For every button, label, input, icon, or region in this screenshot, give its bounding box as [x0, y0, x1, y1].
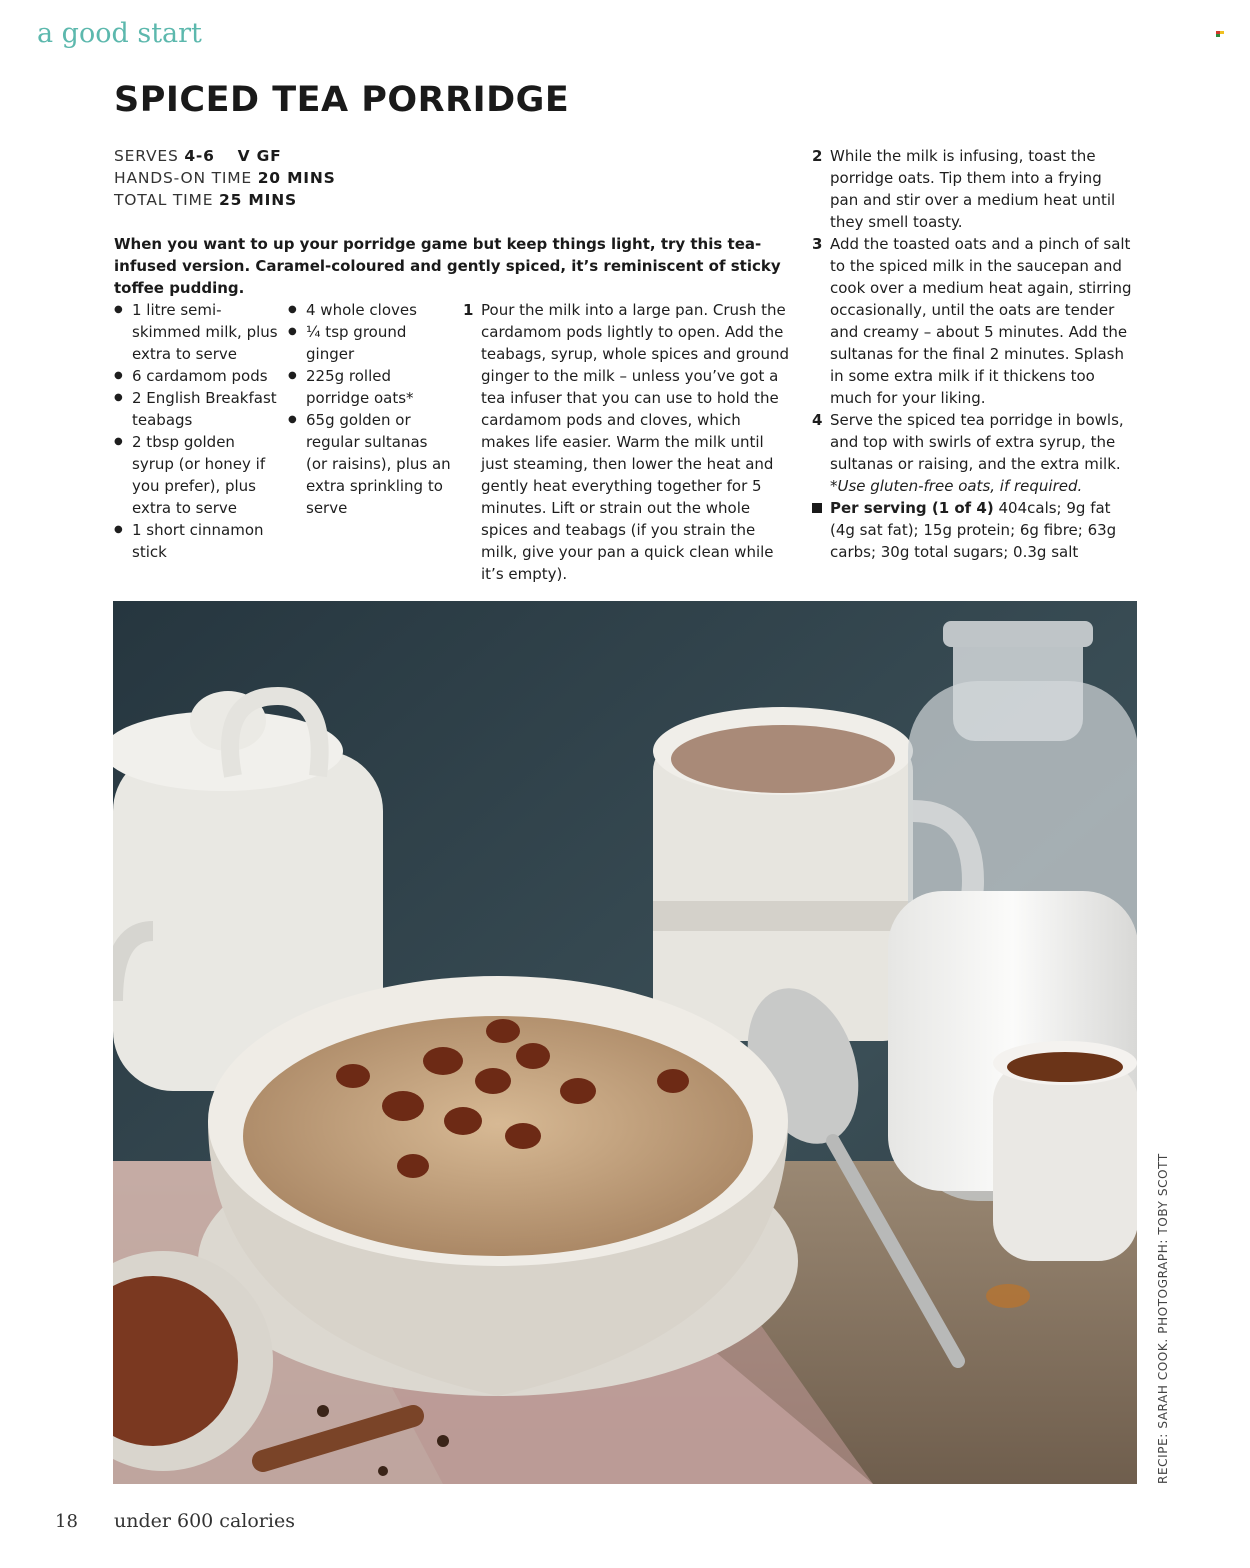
total-time-label: TOTAL TIME: [114, 191, 214, 209]
hands-on-line: [114, 167, 336, 189]
serves-line: [114, 145, 336, 167]
ingredient-item: ● 1 short cinnamon stick: [114, 519, 280, 563]
serves-label: SERVES: [114, 147, 179, 165]
ingredient-item: ● ¼ tsp ground ginger: [288, 321, 453, 365]
hands-on-label: HANDS-ON TIME: [114, 169, 252, 187]
ingredient-item: ● 65g golden or regular sultanas (or raisins), plus an extra sprinkling to serve: [288, 409, 453, 519]
photo-credit: RECIPE: SARAH COOK. PHOTOGRAPH: TOBY SCOTT: [1156, 1153, 1170, 1484]
recipe-intro: When you want to up your porridge game but keep things light, try this tea-infused version. Caramel-coloured and gently spiced, it’s reminiscent of sticky toffee pudding.: [114, 235, 781, 297]
nutrition-label: Per serving (1 of 4): [830, 499, 994, 517]
page-number: 18: [55, 1511, 78, 1532]
ingredients-list-col2: [288, 299, 453, 519]
nutrition-text: 404cals; 9g fat (4g sat fat); 15g protein; 6g fibre; 63g carbs; 30g total sugars; 0.3g salt: [830, 499, 1117, 561]
ingredient-item: ● 6 cardamom pods: [114, 365, 280, 387]
ingredient-item: ● 225g rolled porridge oats*: [288, 365, 453, 409]
serves-value: 4-6: [184, 147, 215, 165]
page-footer-section: under 600 calories: [114, 1510, 295, 1532]
method-steps-col2: [812, 145, 1134, 563]
recipe-title: SPICED TEA PORRIDGE: [114, 80, 570, 120]
total-time-value: 25 MINS: [219, 191, 297, 209]
ingredient-item: ● 4 whole cloves: [288, 299, 453, 321]
step-number: 3: [812, 235, 823, 253]
step-number: 1: [463, 301, 474, 319]
step-text: While the milk is infusing, toast the porridge oats. Tip them into a frying pan and stir over a medium heat until they smell toasty.: [830, 147, 1116, 231]
total-time-line: [114, 189, 336, 211]
section-label: a good start: [37, 18, 202, 49]
recipe-meta: [114, 145, 336, 211]
step-text: Add the toasted oats and a pinch of salt to the spiced milk in the saucepan and cook over a medium heat again, stirring occasionally, until the oats are tender and creamy – about 5 minutes. Add the sultanas for the final 2 minutes. Splash in some extra milk if it thickens too much for your liking.: [830, 235, 1132, 407]
gluten-free-note: *Use gluten-free oats, if required.: [830, 477, 1083, 495]
porridge-photo: [113, 601, 1137, 1484]
method-step: [812, 409, 1134, 475]
hands-on-value: 20 MINS: [257, 169, 336, 187]
ingredient-item: ● 2 tbsp golden syrup (or honey if you prefer), plus extra to serve: [114, 431, 280, 519]
porridge-bowl: [198, 976, 798, 1396]
porridge-photo-illustration: [113, 601, 1137, 1484]
square-bullet-icon: [812, 503, 822, 513]
method-step: [812, 145, 1134, 233]
step-text: Pour the milk into a large pan. Crush the cardamom pods lightly to open. Add the teabags, syrup, whole spices and ground ginger to the milk – unless you’ve got a tea infuser that you can use to hold the cardamom pods and cloves, which makes life easier. Warm the milk until just steaming, then lower the heat and gently heat everything together for 5 minutes. Lift or strain out the whole spices and teabags (if you strain the milk, give your pan a quick clean while it’s empty).: [481, 301, 790, 583]
method-step: [463, 299, 793, 585]
nutrition-info: [812, 497, 1134, 563]
method-step: [812, 233, 1134, 409]
step-text: Serve the spiced tea porridge in bowls, and top with swirls of extra syrup, the sultanas or raising, and the extra milk.: [830, 411, 1124, 473]
ingredient-item: ● 2 English Breakfast teabags: [114, 387, 280, 431]
step-number: 2: [812, 147, 823, 165]
corner-mark-icon: [1216, 31, 1225, 37]
ingredients-list-col1: [114, 299, 280, 563]
method-steps-col1: [463, 299, 793, 585]
diet-tags: V GF: [237, 147, 282, 165]
step-number: 4: [812, 411, 823, 429]
ingredient-item: ● 1 litre semi-skimmed milk, plus extra to serve: [114, 299, 280, 365]
